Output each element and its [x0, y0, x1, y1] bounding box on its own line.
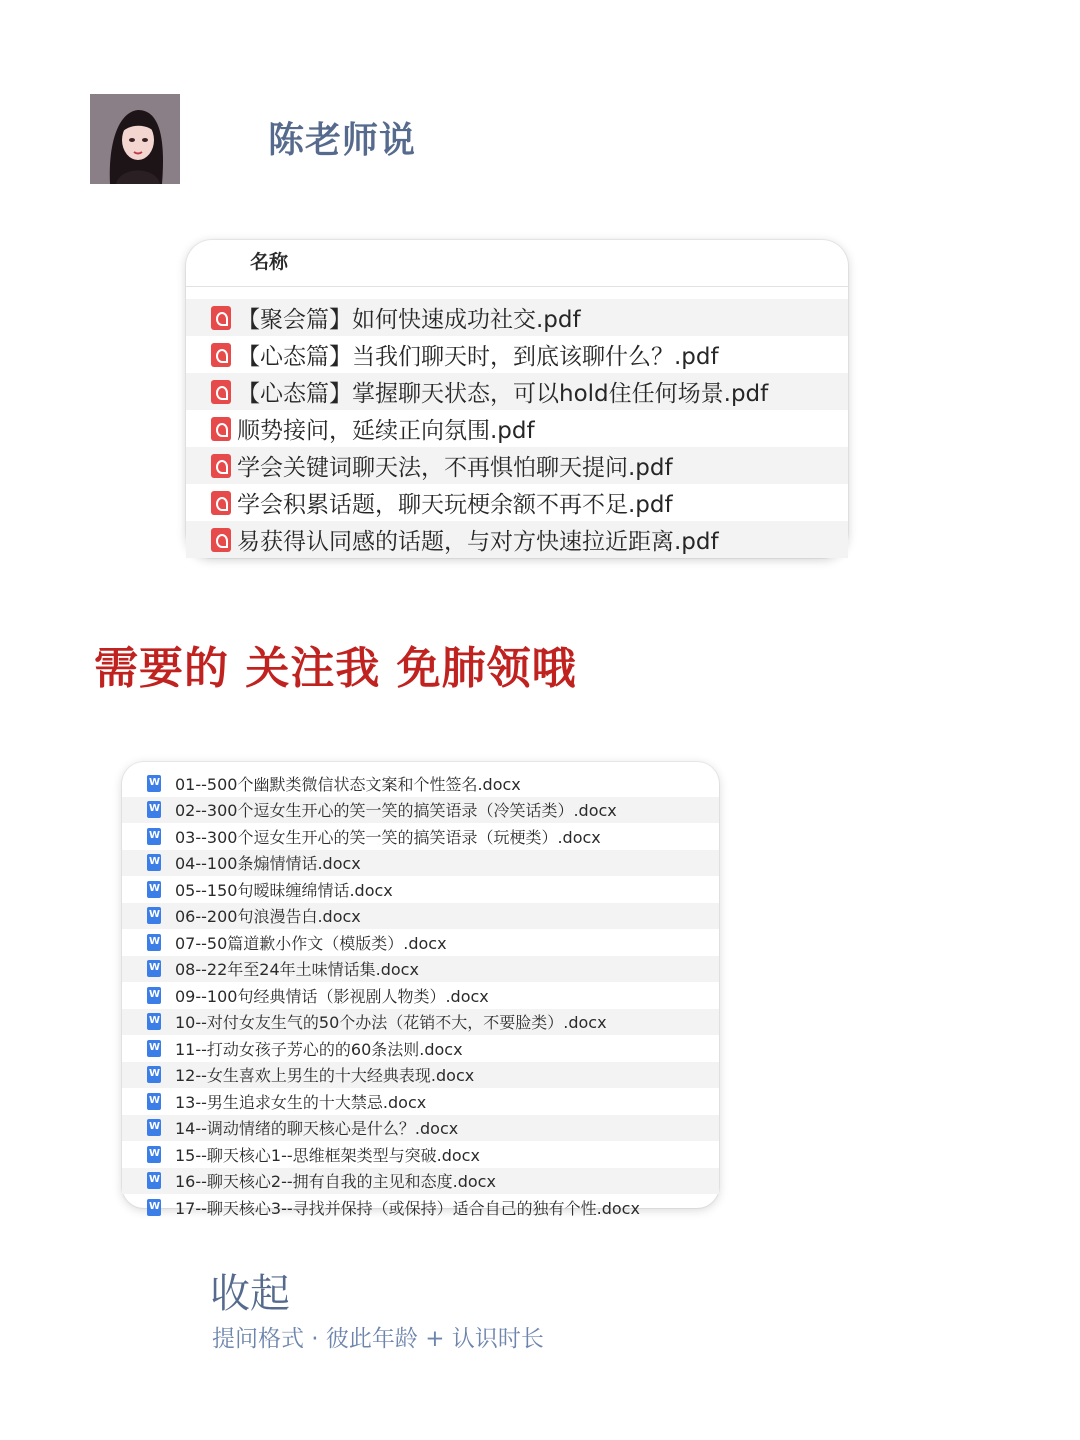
file-row[interactable]	[122, 797, 719, 824]
file-row[interactable]	[186, 336, 848, 373]
file-name: 04--100条煽情情话.docx	[175, 854, 361, 874]
word-doc-icon	[147, 960, 161, 977]
file-name: 16--聊天核心2--拥有自我的主见和态度.docx	[175, 1172, 496, 1192]
file-row[interactable]	[122, 956, 719, 983]
docx-file-list	[122, 762, 719, 1221]
promo-headline: 需要的 关注我 免肺领哦	[94, 643, 577, 694]
file-name: 08--22年至24年土味情话集.docx	[175, 960, 419, 980]
file-row[interactable]	[122, 823, 719, 850]
pdf-file-list-panel	[186, 240, 848, 558]
file-name: 13--男生追求女生的十大禁忌.docx	[175, 1092, 427, 1112]
file-name: 01--500个幽默类微信状态文案和个性签名.docx	[175, 774, 521, 794]
word-doc-icon	[147, 907, 161, 924]
word-doc-icon	[147, 1172, 161, 1189]
question-format-note: 提问格式 · 彼此年龄 + 认识时长	[212, 1326, 544, 1352]
file-row[interactable]	[122, 1115, 719, 1142]
file-name: 顺势接问，延续正向氛围.pdf	[237, 418, 535, 444]
pdf-file-icon	[211, 417, 231, 441]
file-name: 【聚会篇】如何快速成功社交.pdf	[237, 307, 581, 333]
file-name: 17--聊天核心3--寻找并保持（或保持）适合自己的独有个性.docx	[175, 1198, 640, 1218]
file-row[interactable]	[122, 770, 719, 797]
file-name: 15--聊天核心1--思维框架类型与突破.docx	[175, 1145, 480, 1165]
docx-file-list-panel	[122, 762, 719, 1218]
file-name: 07--50篇道歉小作文（模版类）.docx	[175, 933, 447, 953]
avatar[interactable]	[90, 94, 180, 184]
file-name: 06--200句浪漫告白.docx	[175, 907, 361, 927]
file-row[interactable]	[122, 1035, 719, 1062]
word-doc-icon	[147, 1093, 161, 1110]
word-doc-icon	[147, 934, 161, 951]
file-row[interactable]	[186, 521, 848, 558]
file-name: 学会积累话题，聊天玩梗余额不再不足.pdf	[237, 492, 673, 518]
file-row[interactable]	[122, 982, 719, 1009]
file-name: 【心态篇】当我们聊天时，到底该聊什么？.pdf	[237, 344, 719, 370]
author-name[interactable]: 陈老师说	[268, 120, 417, 161]
file-row[interactable]	[122, 1168, 719, 1195]
file-row[interactable]	[186, 410, 848, 447]
file-name: 11--打动女孩子芳心的的60条法则.docx	[175, 1039, 463, 1059]
word-doc-icon	[147, 1013, 161, 1030]
file-row[interactable]	[122, 1141, 719, 1168]
word-doc-icon	[147, 828, 161, 845]
file-name: 学会关键词聊天法，不再惧怕聊天提问.pdf	[237, 455, 673, 481]
file-name: 【心态篇】掌握聊天状态，可以hold住任何场景.pdf	[237, 381, 769, 407]
word-doc-icon	[147, 854, 161, 871]
file-name: 10--对付女友生气的50个办法（花销不大，不要脸类）.docx	[175, 1013, 607, 1033]
word-doc-icon	[147, 987, 161, 1004]
file-row[interactable]	[186, 484, 848, 521]
file-name: 05--150句暧昧缠绵情话.docx	[175, 880, 393, 900]
pdf-file-icon	[211, 380, 231, 404]
pdf-file-icon	[211, 343, 231, 367]
word-doc-icon	[147, 775, 161, 792]
file-row[interactable]	[186, 373, 848, 410]
file-row[interactable]	[186, 299, 848, 336]
file-row[interactable]	[186, 447, 848, 484]
word-doc-icon	[147, 1040, 161, 1057]
file-name: 12--女生喜欢上男生的十大经典表现.docx	[175, 1066, 475, 1086]
woman-portrait-avatar-icon	[90, 94, 180, 184]
collapse-link[interactable]: 收起	[210, 1271, 290, 1317]
pdf-file-list	[186, 299, 848, 558]
word-doc-icon	[147, 1066, 161, 1083]
file-name: 09--100句经典情话（影视剧人物类）.docx	[175, 986, 489, 1006]
word-doc-icon	[147, 1119, 161, 1136]
pdf-file-icon	[211, 454, 231, 478]
file-row[interactable]	[122, 929, 719, 956]
file-name: 14--调动情绪的聊天核心是什么？.docx	[175, 1119, 459, 1139]
file-name: 易获得认同感的话题，与对方快速拉近距离.pdf	[237, 529, 719, 555]
file-name: 02--300个逗女生开心的笑一笑的搞笑语录（冷笑话类）.docx	[175, 801, 617, 821]
file-row[interactable]	[122, 876, 719, 903]
pdf-file-icon	[211, 528, 231, 552]
file-row[interactable]	[122, 1009, 719, 1036]
word-doc-icon	[147, 1146, 161, 1163]
column-header-name[interactable]: 名称	[186, 240, 848, 287]
file-row[interactable]	[122, 903, 719, 930]
file-row[interactable]	[122, 1194, 719, 1221]
pdf-file-icon	[211, 306, 231, 330]
file-name: 03--300个逗女生开心的笑一笑的搞笑语录（玩梗类）.docx	[175, 827, 601, 847]
file-row[interactable]	[122, 850, 719, 877]
word-doc-icon	[147, 1199, 161, 1216]
word-doc-icon	[147, 881, 161, 898]
word-doc-icon	[147, 801, 161, 818]
file-row[interactable]	[122, 1088, 719, 1115]
file-row[interactable]	[122, 1062, 719, 1089]
pdf-file-icon	[211, 491, 231, 515]
